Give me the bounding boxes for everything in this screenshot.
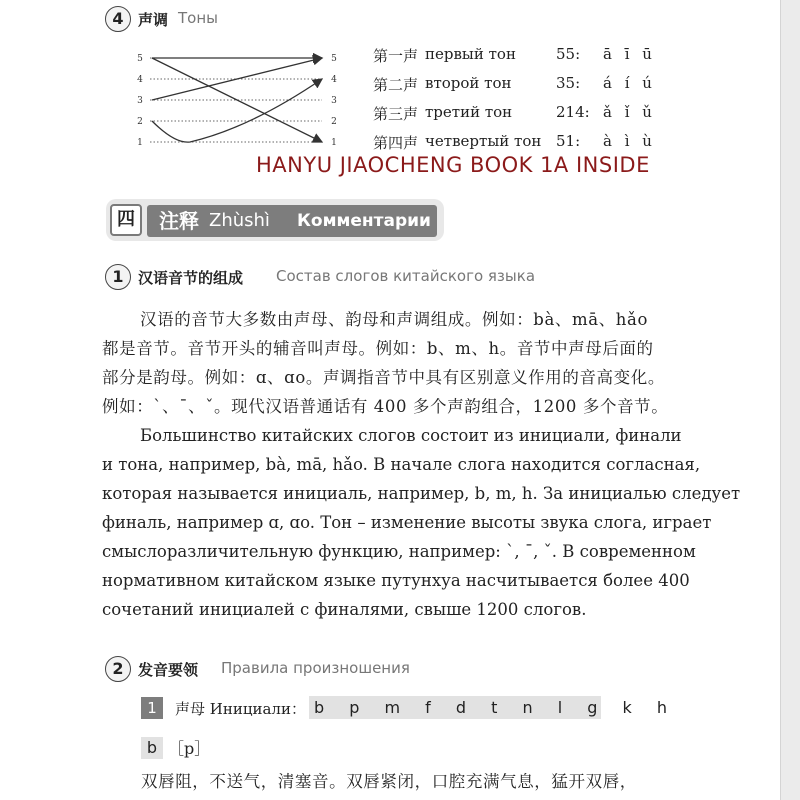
- scale-right-2: 2: [331, 117, 337, 127]
- text-line: 部分是韵母。例如：ɑ、ɑo。声调指音节中具有区别意义作用的音高变化。: [102, 368, 665, 387]
- text-line: финаль, например ɑ, ɑo. Тон – изменение высоты звука слога, играет: [102, 513, 712, 532]
- tone-examples: ā ī ū: [603, 45, 656, 63]
- section-title-zh: 汉语音节的组成: [138, 269, 244, 287]
- subsection-label: 声母 Инициали：: [175, 700, 306, 718]
- tone-name-ru: третий тон: [425, 103, 513, 121]
- section-number-badge: 4: [105, 6, 131, 32]
- scale-right-5: 5: [331, 54, 337, 64]
- scale-left-5: 5: [137, 54, 143, 64]
- initial-letter: b: [141, 737, 163, 759]
- scale-right-4: 4: [331, 75, 337, 85]
- scale-left-1: 1: [137, 138, 143, 148]
- text-line: и тона, например, bà, mā, hǎo. В начале слога находится согласная,: [102, 455, 701, 474]
- scale-right-3: 3: [331, 96, 337, 106]
- section-title-zh: 声调: [138, 11, 169, 29]
- watermark-overlay: HANYU JIAOCHENG BOOK 1A INSIDE: [256, 153, 650, 177]
- tone-diagram: [130, 42, 350, 154]
- banner-title-pinyin: Zhùshì: [209, 210, 270, 231]
- subsection-number: 1: [141, 697, 163, 719]
- banner-number: 四: [110, 204, 142, 236]
- tone-pitch: 214:: [556, 103, 590, 121]
- section-title-ru: Состав слогов китайского языка: [276, 267, 536, 285]
- tone-name-ru: четвертый тон: [425, 132, 542, 150]
- tone4-line: [152, 58, 322, 142]
- section-title-ru: Правила произношения: [221, 659, 410, 677]
- scale-left-2: 2: [137, 117, 143, 127]
- tone-pitch: 51:: [556, 132, 581, 150]
- banner-title-ru: Комментарии: [297, 211, 431, 231]
- text-line: нормативном китайском языке путунхуа насчитывается более 400: [102, 571, 690, 590]
- tone-name-zh: 第一声: [373, 47, 419, 65]
- scale-left-3: 3: [137, 96, 143, 106]
- banner-title: [147, 205, 437, 237]
- text-line: которая называется инициаль, например, b, m, h. За инициалью следует: [102, 484, 741, 503]
- section-number-badge: 2: [105, 656, 131, 682]
- tone2-line: [152, 58, 322, 100]
- initials-list: b p m f d t n l g k h: [314, 698, 677, 717]
- page-edge: [780, 0, 800, 800]
- tone3-line: [152, 79, 322, 142]
- tone-examples: à ì ù: [603, 132, 656, 150]
- tone-name-ru: первый тон: [425, 45, 516, 63]
- scale-right-1: 1: [331, 138, 337, 148]
- section-number-badge: 1: [105, 264, 131, 290]
- text-line: сочетаний инициалей с финалями, свыше 1200 слогов.: [102, 600, 587, 619]
- text-line: смыслоразличительную функцию, например: ˋ, ˉ, ˇ. В современном: [102, 542, 696, 561]
- section-title-zh: 发音要领: [138, 661, 199, 679]
- tone-examples: ǎ ǐ ǔ: [603, 103, 656, 121]
- tone-name-zh: 第二声: [373, 76, 419, 94]
- text-line: Большинство китайских слогов состоит из инициали, финали: [140, 426, 682, 445]
- text-line: 都是音节。音节开头的辅音叫声母。例如：b、m、h。音节中声母后面的: [102, 339, 654, 358]
- text-line: 例如：ˋ、ˉ、ˇ。现代汉语普通话有 400 多个声韵组合，1200 多个音节。: [102, 397, 669, 416]
- initial-ipa: ［p］: [168, 739, 211, 758]
- section-title-ru: Тоны: [178, 9, 218, 27]
- initial-description-zh: 双唇阻，不送气，清塞音。双唇紧闭，口腔充满气息，猛开双唇，: [141, 772, 637, 791]
- tone-name-ru: второй тон: [425, 74, 512, 92]
- tone-pitch: 55:: [556, 45, 581, 63]
- tone-examples: á í ú: [603, 74, 656, 92]
- scale-left-4: 4: [137, 75, 143, 85]
- tone-name-zh: 第四声: [373, 134, 419, 152]
- tone-name-zh: 第三声: [373, 105, 419, 123]
- banner-title-zh: 注释: [159, 209, 199, 233]
- tone-pitch: 35:: [556, 74, 581, 92]
- text-line: 汉语的音节大多数由声母、韵母和声调组成。例如：bà、mā、hǎo: [140, 310, 648, 329]
